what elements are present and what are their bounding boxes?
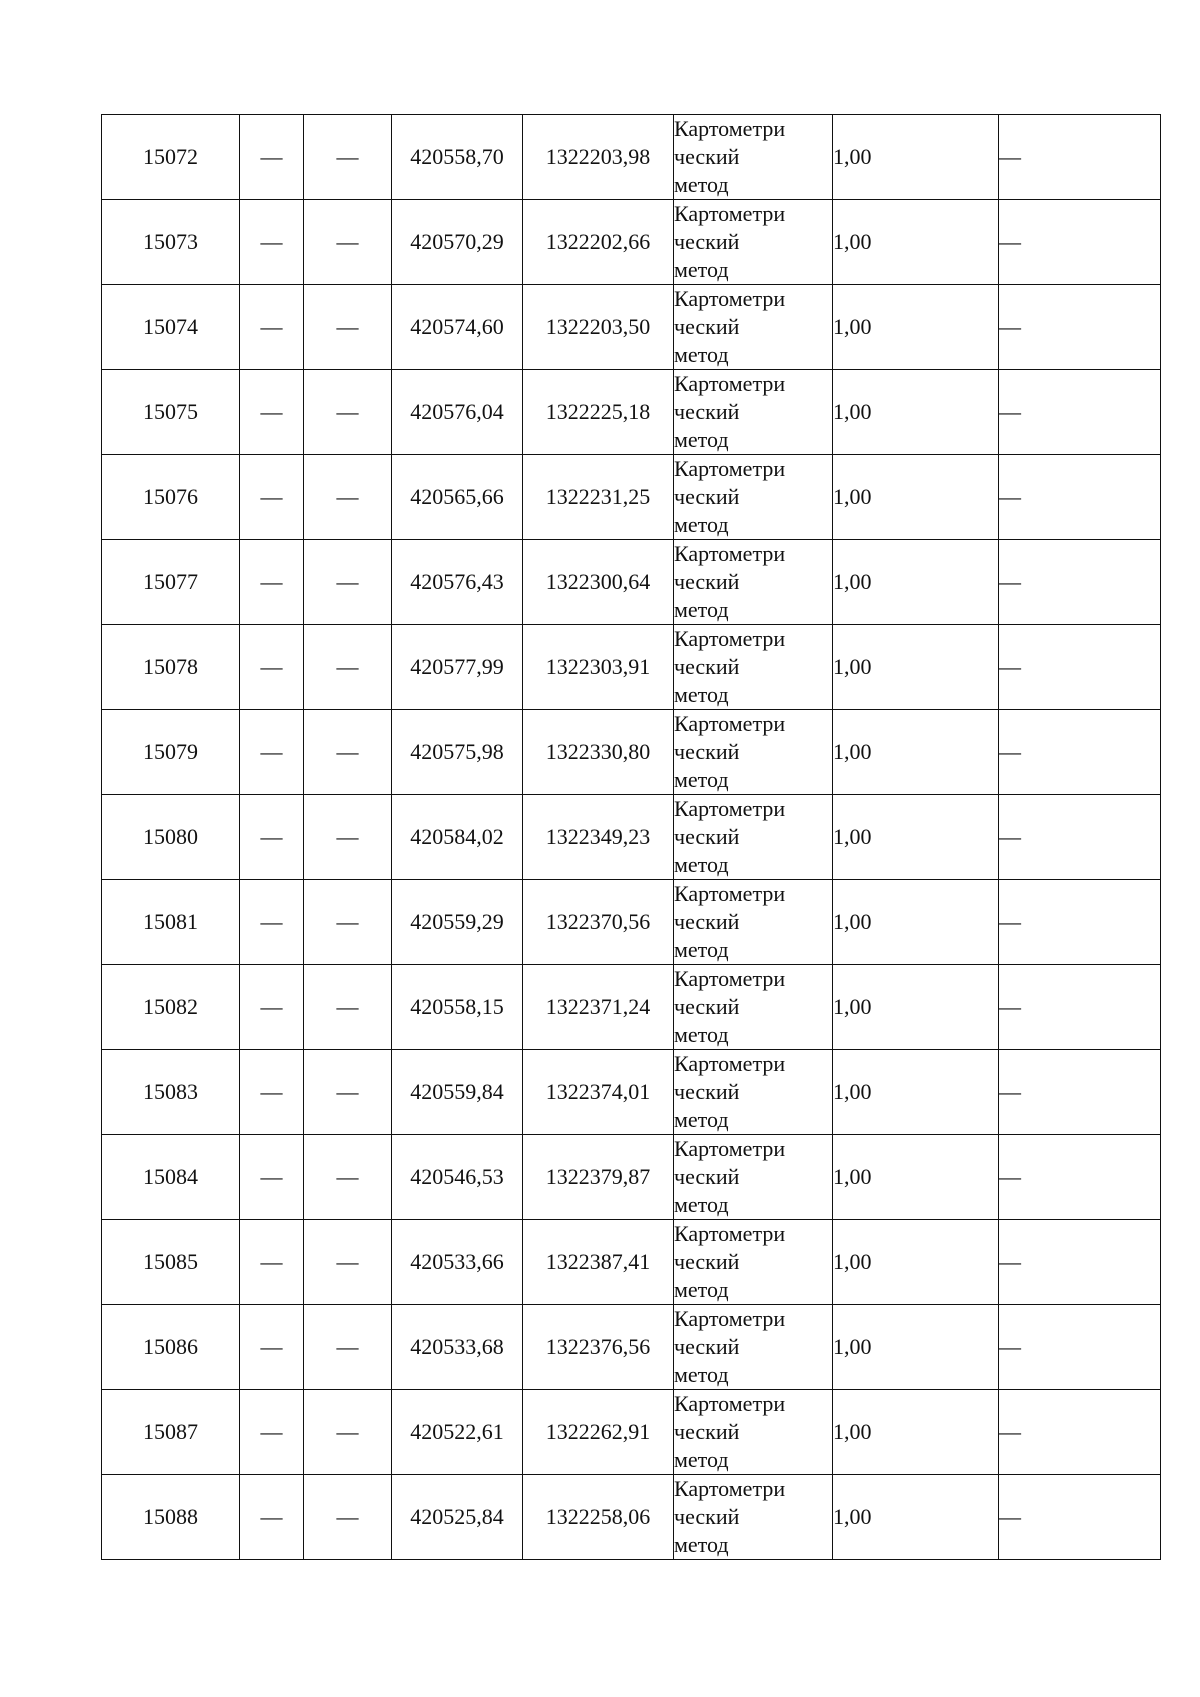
- table-row: [102, 540, 1161, 625]
- method-cell: [674, 880, 833, 965]
- table-row: [102, 880, 1161, 965]
- dash-cell: —: [240, 1390, 304, 1475]
- x-coordinate-cell: 420522,61: [392, 1390, 523, 1475]
- accuracy-cell: 1,00: [833, 965, 999, 1050]
- accuracy-cell: 1,00: [833, 1050, 999, 1135]
- y-coordinate-cell: 1322379,87: [523, 1135, 674, 1220]
- method-cell: [674, 370, 833, 455]
- dash-cell: —: [304, 1475, 392, 1560]
- x-coordinate-cell: 420533,68: [392, 1305, 523, 1390]
- method-text-line: метод: [674, 172, 729, 197]
- method-text-line: ческий: [674, 824, 740, 849]
- y-coordinate-cell: 1322231,25: [523, 455, 674, 540]
- y-coordinate-cell: 1322300,64: [523, 540, 674, 625]
- dash-cell: —: [240, 1220, 304, 1305]
- method-text-line: Картометри: [674, 796, 786, 821]
- x-coordinate-cell: 420576,04: [392, 370, 523, 455]
- dash-cell: —: [999, 1135, 1161, 1220]
- method-text-line: метод: [674, 682, 729, 707]
- method-text-line: ческий: [674, 1164, 740, 1189]
- table-row: [102, 965, 1161, 1050]
- method-text-line: метод: [674, 1277, 729, 1302]
- point-number-cell: 15072: [102, 115, 240, 200]
- accuracy-cell: 1,00: [833, 880, 999, 965]
- table-row: [102, 1220, 1161, 1305]
- point-number-cell: 15087: [102, 1390, 240, 1475]
- x-coordinate-cell: 420570,29: [392, 200, 523, 285]
- method-text-line: ческий: [674, 1419, 740, 1444]
- method-text-line: ческий: [674, 994, 740, 1019]
- dash-cell: —: [240, 1135, 304, 1220]
- method-text-line: ческий: [674, 1504, 740, 1529]
- dash-cell: —: [304, 1135, 392, 1220]
- table-row: [102, 1050, 1161, 1135]
- method-text-line: Картометри: [674, 626, 786, 651]
- method-text-line: Картометри: [674, 881, 786, 906]
- dash-cell: —: [999, 1050, 1161, 1135]
- y-coordinate-cell: 1322202,66: [523, 200, 674, 285]
- method-text-line: ческий: [674, 399, 740, 424]
- dash-cell: —: [240, 200, 304, 285]
- method-text-line: метод: [674, 1107, 729, 1132]
- method-cell: [674, 1220, 833, 1305]
- point-number-cell: 15088: [102, 1475, 240, 1560]
- dash-cell: —: [304, 540, 392, 625]
- method-text-line: Картометри: [674, 711, 786, 736]
- method-cell: [674, 965, 833, 1050]
- y-coordinate-cell: 1322330,80: [523, 710, 674, 795]
- method-text-line: ческий: [674, 1249, 740, 1274]
- method-cell: [674, 625, 833, 710]
- accuracy-cell: 1,00: [833, 710, 999, 795]
- table-row: [102, 200, 1161, 285]
- table-row: [102, 795, 1161, 880]
- method-text-line: Картометри: [674, 1391, 786, 1416]
- accuracy-cell: 1,00: [833, 795, 999, 880]
- dash-cell: —: [999, 540, 1161, 625]
- dash-cell: —: [999, 1305, 1161, 1390]
- table-row: [102, 115, 1161, 200]
- accuracy-cell: 1,00: [833, 540, 999, 625]
- accuracy-cell: 1,00: [833, 115, 999, 200]
- dash-cell: —: [999, 965, 1161, 1050]
- dash-cell: —: [304, 965, 392, 1050]
- dash-cell: —: [304, 625, 392, 710]
- method-cell: [674, 200, 833, 285]
- x-coordinate-cell: 420584,02: [392, 795, 523, 880]
- dash-cell: —: [304, 1220, 392, 1305]
- dash-cell: —: [240, 1475, 304, 1560]
- y-coordinate-cell: 1322203,98: [523, 115, 674, 200]
- method-text-line: Картометри: [674, 966, 786, 991]
- accuracy-cell: 1,00: [833, 370, 999, 455]
- table-row: [102, 625, 1161, 710]
- point-number-cell: 15079: [102, 710, 240, 795]
- accuracy-cell: 1,00: [833, 285, 999, 370]
- accuracy-cell: 1,00: [833, 1305, 999, 1390]
- dash-cell: —: [304, 200, 392, 285]
- y-coordinate-cell: 1322303,91: [523, 625, 674, 710]
- x-coordinate-cell: 420559,84: [392, 1050, 523, 1135]
- point-number-cell: 15076: [102, 455, 240, 540]
- y-coordinate-cell: 1322376,56: [523, 1305, 674, 1390]
- method-text-line: метод: [674, 512, 729, 537]
- point-number-cell: 15073: [102, 200, 240, 285]
- dash-cell: —: [240, 1050, 304, 1135]
- method-text-line: метод: [674, 342, 729, 367]
- x-coordinate-cell: 420565,66: [392, 455, 523, 540]
- method-cell: [674, 455, 833, 540]
- x-coordinate-cell: 420575,98: [392, 710, 523, 795]
- point-number-cell: 15074: [102, 285, 240, 370]
- y-coordinate-cell: 1322262,91: [523, 1390, 674, 1475]
- method-text-line: метод: [674, 937, 729, 962]
- method-text-line: метод: [674, 1022, 729, 1047]
- method-text-line: Картометри: [674, 1476, 786, 1501]
- method-text-line: Картометри: [674, 116, 786, 141]
- method-cell: [674, 1135, 833, 1220]
- dash-cell: —: [240, 625, 304, 710]
- method-text-line: ческий: [674, 484, 740, 509]
- method-cell: [674, 795, 833, 880]
- y-coordinate-cell: 1322370,56: [523, 880, 674, 965]
- dash-cell: —: [999, 1390, 1161, 1475]
- point-number-cell: 15078: [102, 625, 240, 710]
- method-cell: [674, 1390, 833, 1475]
- dash-cell: —: [240, 540, 304, 625]
- dash-cell: —: [999, 115, 1161, 200]
- x-coordinate-cell: 420525,84: [392, 1475, 523, 1560]
- method-cell: [674, 1305, 833, 1390]
- point-number-cell: 15081: [102, 880, 240, 965]
- method-text-line: Картометри: [674, 371, 786, 396]
- dash-cell: —: [999, 625, 1161, 710]
- accuracy-cell: 1,00: [833, 1475, 999, 1560]
- table-row: [102, 1305, 1161, 1390]
- method-text-line: Картометри: [674, 1136, 786, 1161]
- y-coordinate-cell: 1322258,06: [523, 1475, 674, 1560]
- table-row: [102, 1390, 1161, 1475]
- dash-cell: —: [240, 880, 304, 965]
- method-text-line: Картометри: [674, 1051, 786, 1076]
- point-number-cell: 15083: [102, 1050, 240, 1135]
- dash-cell: —: [999, 1220, 1161, 1305]
- y-coordinate-cell: 1322203,50: [523, 285, 674, 370]
- method-text-line: Картометри: [674, 286, 786, 311]
- table-row: [102, 1475, 1161, 1560]
- dash-cell: —: [999, 370, 1161, 455]
- dash-cell: —: [999, 710, 1161, 795]
- method-text-line: метод: [674, 427, 729, 452]
- method-text-line: Картометри: [674, 1306, 786, 1331]
- method-text-line: ческий: [674, 654, 740, 679]
- method-text-line: ческий: [674, 909, 740, 934]
- point-number-cell: 15085: [102, 1220, 240, 1305]
- x-coordinate-cell: 420558,70: [392, 115, 523, 200]
- dash-cell: —: [304, 880, 392, 965]
- point-number-cell: 15080: [102, 795, 240, 880]
- method-cell: [674, 115, 833, 200]
- dash-cell: —: [999, 880, 1161, 965]
- point-number-cell: 15077: [102, 540, 240, 625]
- dash-cell: —: [999, 1475, 1161, 1560]
- accuracy-cell: 1,00: [833, 1135, 999, 1220]
- method-cell: [674, 1475, 833, 1560]
- accuracy-cell: 1,00: [833, 200, 999, 285]
- method-cell: [674, 540, 833, 625]
- x-coordinate-cell: 420577,99: [392, 625, 523, 710]
- method-cell: [674, 710, 833, 795]
- dash-cell: —: [304, 115, 392, 200]
- dash-cell: —: [304, 370, 392, 455]
- coordinates-table: [101, 114, 1161, 1560]
- dash-cell: —: [240, 370, 304, 455]
- accuracy-cell: 1,00: [833, 1220, 999, 1305]
- x-coordinate-cell: 420546,53: [392, 1135, 523, 1220]
- method-text-line: метод: [674, 1192, 729, 1217]
- dash-cell: —: [240, 795, 304, 880]
- y-coordinate-cell: 1322349,23: [523, 795, 674, 880]
- table-row: [102, 285, 1161, 370]
- table-row: [102, 710, 1161, 795]
- dash-cell: —: [304, 455, 392, 540]
- y-coordinate-cell: 1322371,24: [523, 965, 674, 1050]
- dash-cell: —: [240, 455, 304, 540]
- dash-cell: —: [999, 285, 1161, 370]
- dash-cell: —: [304, 1390, 392, 1475]
- method-text-line: метод: [674, 1532, 729, 1557]
- table-row: [102, 1135, 1161, 1220]
- y-coordinate-cell: 1322225,18: [523, 370, 674, 455]
- method-text-line: Картометри: [674, 456, 786, 481]
- x-coordinate-cell: 420558,15: [392, 965, 523, 1050]
- accuracy-cell: 1,00: [833, 1390, 999, 1475]
- method-text-line: метод: [674, 257, 729, 282]
- point-number-cell: 15075: [102, 370, 240, 455]
- x-coordinate-cell: 420533,66: [392, 1220, 523, 1305]
- point-number-cell: 15084: [102, 1135, 240, 1220]
- method-text-line: ческий: [674, 314, 740, 339]
- method-text-line: ческий: [674, 144, 740, 169]
- dash-cell: —: [240, 710, 304, 795]
- accuracy-cell: 1,00: [833, 455, 999, 540]
- x-coordinate-cell: 420559,29: [392, 880, 523, 965]
- table-body: [102, 115, 1161, 1560]
- table-row: [102, 370, 1161, 455]
- method-text-line: ческий: [674, 229, 740, 254]
- method-cell: [674, 1050, 833, 1135]
- x-coordinate-cell: 420576,43: [392, 540, 523, 625]
- dash-cell: —: [304, 1305, 392, 1390]
- y-coordinate-cell: 1322374,01: [523, 1050, 674, 1135]
- dash-cell: —: [304, 710, 392, 795]
- method-text-line: Картометри: [674, 541, 786, 566]
- dash-cell: —: [999, 455, 1161, 540]
- y-coordinate-cell: 1322387,41: [523, 1220, 674, 1305]
- method-text-line: Картометри: [674, 201, 786, 226]
- method-text-line: метод: [674, 1362, 729, 1387]
- method-text-line: ческий: [674, 739, 740, 764]
- dash-cell: —: [240, 115, 304, 200]
- dash-cell: —: [240, 285, 304, 370]
- dash-cell: —: [240, 1305, 304, 1390]
- point-number-cell: 15082: [102, 965, 240, 1050]
- x-coordinate-cell: 420574,60: [392, 285, 523, 370]
- accuracy-cell: 1,00: [833, 625, 999, 710]
- method-text-line: метод: [674, 852, 729, 877]
- method-text-line: метод: [674, 767, 729, 792]
- table-row: [102, 455, 1161, 540]
- dash-cell: —: [240, 965, 304, 1050]
- dash-cell: —: [304, 285, 392, 370]
- dash-cell: —: [304, 795, 392, 880]
- dash-cell: —: [999, 200, 1161, 285]
- method-text-line: метод: [674, 597, 729, 622]
- dash-cell: —: [999, 795, 1161, 880]
- method-text-line: Картометри: [674, 1221, 786, 1246]
- dash-cell: —: [304, 1050, 392, 1135]
- method-text-line: ческий: [674, 1079, 740, 1104]
- method-text-line: метод: [674, 1447, 729, 1472]
- method-cell: [674, 285, 833, 370]
- method-text-line: ческий: [674, 569, 740, 594]
- point-number-cell: 15086: [102, 1305, 240, 1390]
- method-text-line: ческий: [674, 1334, 740, 1359]
